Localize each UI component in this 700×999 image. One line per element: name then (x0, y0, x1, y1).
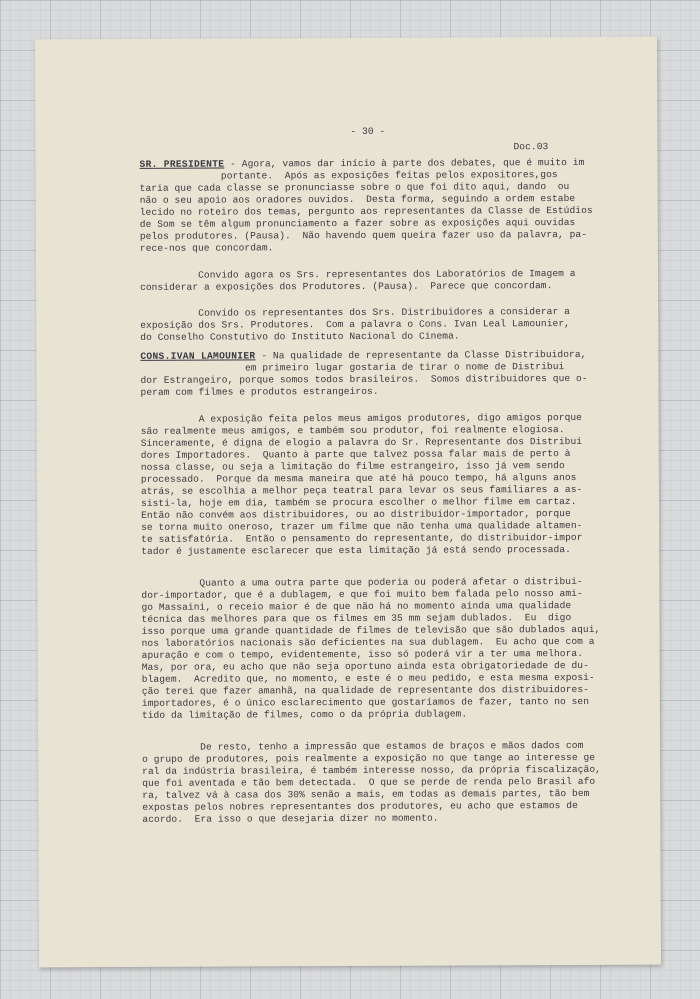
paragraph-line: nos laboratórios nacionais são deficientes na sua dublagem. Eu acho que com a (141, 635, 595, 649)
paragraph-line: expostas pelos nobres representantes dos produtores, eu acho que estamos de (142, 799, 578, 813)
paragraph-line: go Massaini, o receio maior é de que não há no momento ainda uma qualidade (141, 600, 572, 613)
paragraph-line: Então não convém aos distribuidores, ou ao distribuidor-importador, porque (141, 508, 571, 521)
paragraph-line: Convido agora os Srs. representantes dos Laboratórios de Imagem a (139, 268, 576, 281)
paragraph-line: rece-nos que concordam. (139, 242, 274, 254)
paragraph-line: o grupo de produtores, pois realmente a exposição no que tange ao interesse ge (142, 751, 596, 765)
paragraph-line: dores Importadores. Quanto à parte que talvez possa falar mais de perto à (140, 448, 571, 461)
paragraph-line: acordo. Era isso o que desejaria dizer no momento. (142, 812, 439, 825)
paragraph-line: Sinceramente, é digna de elogio a palavra do Sr. Representante dos Distribui (140, 435, 583, 449)
paragraph-line: portante. Após as exposições feitas pelos expositores,gos (139, 169, 558, 182)
paragraph-line: taria que cada classe se pronunciasse sobre o que foi dito aqui, dando ou (139, 181, 570, 194)
paragraph-line: pelos produtores. (Pausa). Não havendo quem queira fazer uso da palavra, pa- (139, 228, 588, 242)
paragraph-line: nossa classe, ou seja a limitação do filme estrangeiro, isso já vem sendo (140, 460, 565, 473)
paragraph-line: sisti-la, hoje em dia, também se procura escolher o melhor filme em cartaz. (140, 496, 577, 509)
paragraph-line: de Som se têm algum pronunciamento a fazer sobre as exposições aqui ouvidas (139, 217, 576, 230)
paragraph-line: que foi aventada e tão bem detectada. O que se perde de renda pelo Brasil afo (142, 775, 596, 789)
paragraph-line: ção terei que fazer amanhã, na qualidade de representante dos distribuidores- (141, 683, 590, 697)
speaker-name: CONS.IVAN LAMOUNIER (140, 350, 256, 362)
paragraph-line: dor-importador, que é a dublagem, e que foi muito bem falada pelo nosso ami- (141, 587, 583, 601)
paragraph-line: peram com filmes e produtos estrangeiros. (140, 385, 379, 398)
paragraph-line: dor Estrangeiro, porque somos todos brasileiros. Somos distribuidores que o- (140, 372, 588, 386)
paragraph-line: não o seu apoio aos oradores ouvidos. Desta forma, seguindo a ordem estabe (139, 193, 576, 206)
paragraph-line: apuração e com o tempo, evidentemente, isso só poderá vir a ter uma melhora. (141, 647, 584, 661)
paragraph-line: Convido os representantes dos Srs. Distribuidores a considerar a (140, 306, 570, 319)
paragraph-line: considerar a exposições dos Produtores. (Pausa). Parece que concordam. (140, 280, 553, 293)
paragraph-line: exposição dos Srs. Produtores. Com a palavra o Cons. Ivan Leal Lamounier, (140, 318, 570, 331)
paragraph-line: ral da indústria brasileira, é também interesse nosso, da própria fiscalização, (142, 763, 601, 777)
paragraph-line: técnica das melhores para que os filmes em 35 mm sejam dublados. Eu digo (141, 612, 572, 625)
document-page (35, 37, 661, 968)
paragraph-line: atrás, se escolhia a melhor peça teatral para levar os seus familiares a as- (140, 483, 583, 497)
paragraph-line: em primeiro lugar gostaria de tirar o nome de Distribui (140, 361, 565, 374)
paragraph-line: processado. Porque da mesma maneira que até há pouco tempo, há alguns anos (140, 472, 577, 485)
paragraph-line: SR. PRESIDENTE - Agora, vamos dar início à parte dos debates, que é muito im (139, 156, 585, 170)
paragraph-line: são realmente meus amigos, e também sou produtor, foi realmente elogiosa. (140, 424, 565, 437)
paragraph-line: se torna muito oneroso, trazer um filme que não tenha uma qualidade altamen- (141, 519, 583, 533)
paragraph-line: tido da limitação de filmes, como o da própria dublagem. (141, 708, 468, 721)
paragraph-line: do Conselho Constutivo do Instituto Nacional do Cinema. (140, 330, 460, 343)
document-reference: Doc.03 (513, 141, 549, 153)
paragraph-line: Mas, por ora, eu acho que não seja oportuno ainda esta obrigatoriedade de du- (141, 659, 589, 673)
paragraph-line: lecido no roteiro dos temas, pergunto aos representantes da Classe de Estúdios (139, 204, 593, 218)
paragraph-line: De resto, tenho a impressão que estamos de braços e mãos dados com (142, 739, 584, 753)
paragraph-line: Quanto a uma outra parte que poderia ou poderá afetar o distribui- (141, 575, 583, 589)
paragraph-line: CONS.IVAN LAMOUNIER - Na qualidade de representante da Classe Distribuidora, (140, 348, 587, 362)
paragraph-line: A exposição feita pelos meus amigos produtores, digo amigos porque (140, 411, 583, 425)
paragraph-line: tador é justamente esclarecer que esta limitação já está sendo processada. (141, 544, 571, 557)
paragraph-line: ra, talvez vá à casa dos 30% senão a mais, em todas as demais partes, tão bem (142, 787, 590, 801)
paragraph-line: importadores, é o único esclarecimento que gostaríamos de fazer, tanto no sen (141, 695, 590, 709)
paragraph-line: blagem. Acredito que, no momento, e este é o meu pedido, e esta mesma exposi- (141, 671, 595, 685)
speaker-name: SR. PRESIDENTE (139, 158, 225, 170)
paragraph-line: isso porque uma grande quantidade de filmes de televisão que são dublados aqui, (141, 623, 601, 637)
page-number: - 30 - (350, 125, 386, 137)
paragraph-line: te satisfatória. Então o pensamento do representante, do distribuidor-impor (141, 531, 583, 545)
